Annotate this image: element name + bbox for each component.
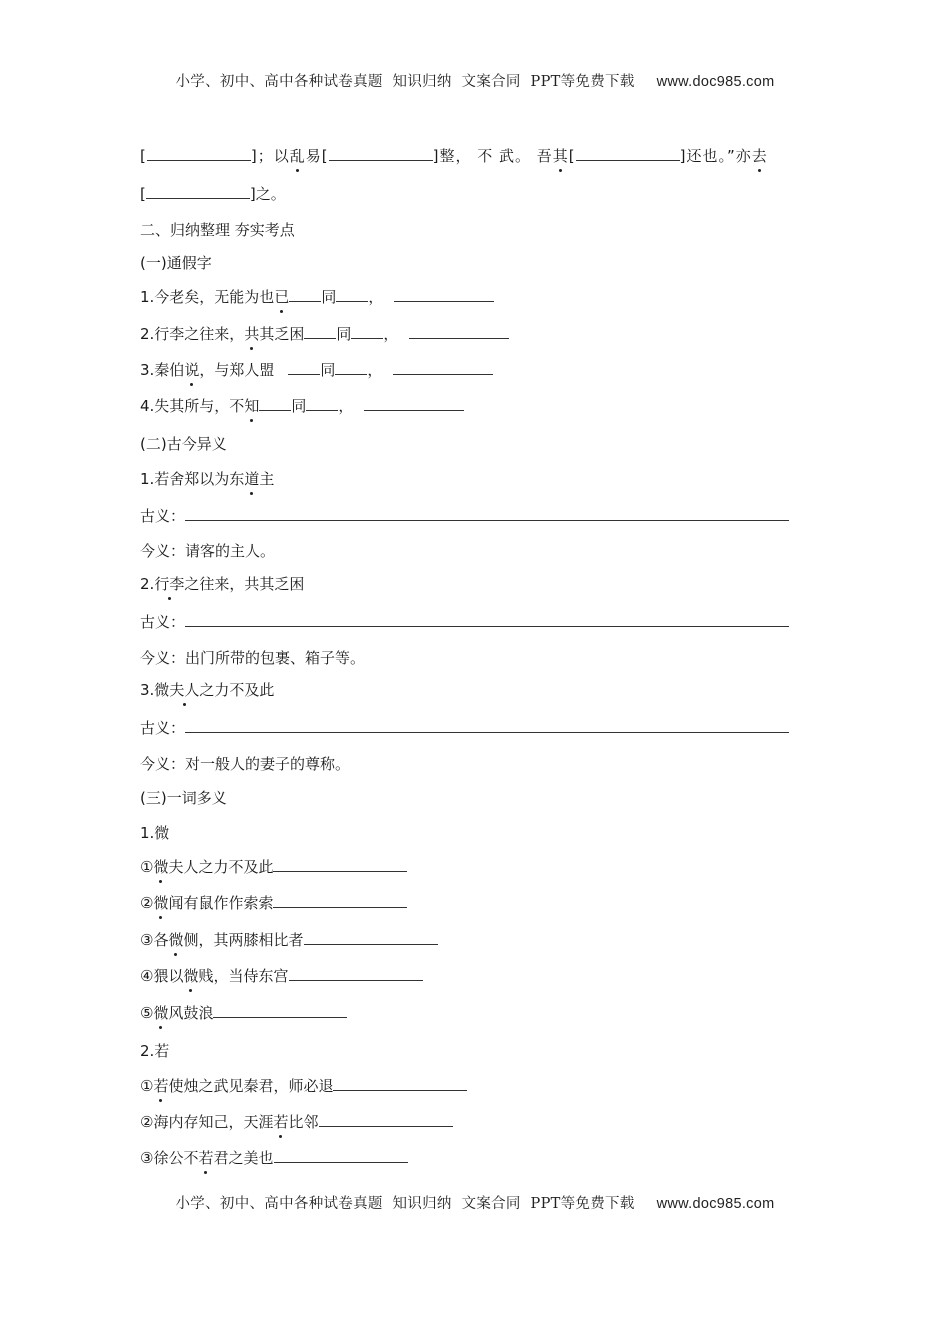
dotted-char: 共: [244, 325, 260, 343]
answer-line[interactable]: [185, 506, 789, 521]
tong-label: 同: [336, 325, 352, 343]
tongjia-item-3: [140, 360, 493, 380]
gujin-jin-3: [140, 754, 350, 774]
gujin-question-3: [140, 680, 274, 700]
fill-blank[interactable]: [351, 324, 383, 339]
gujin-gu-1: [140, 506, 789, 526]
dotted-char: 若: [273, 1113, 289, 1131]
fill-blank[interactable]: [333, 1076, 467, 1091]
bracket: [: [140, 147, 147, 165]
comma: ，: [368, 288, 384, 306]
item-text: 侧，其两膝相比者: [183, 931, 304, 949]
gujin-jin-2: [140, 648, 365, 668]
fill-blank[interactable]: [335, 360, 367, 375]
fill-blank[interactable]: [288, 360, 320, 375]
header-text: 小学、初中、高中各种试卷真题 知识归纳 文案合同 PPT等免费下载: [175, 74, 635, 90]
comma: ，: [367, 361, 383, 379]
dotted-char: 若: [198, 1149, 214, 1167]
dotted-char: 已: [274, 288, 290, 306]
comma: ，: [338, 397, 354, 415]
item-text: 1.今老矣，无能为也: [140, 288, 275, 306]
item-text: 之往来，共其乏困: [184, 575, 305, 593]
item-text: 闻有鼠作作索索: [168, 894, 274, 912]
passage-line-2: [140, 184, 286, 204]
fill-blank[interactable]: [306, 396, 338, 411]
dotted-word: 夫人: [169, 681, 200, 699]
fill-blank[interactable]: [289, 966, 423, 981]
item-text: 风鼓浪: [168, 1004, 214, 1022]
page-footer: [0, 1192, 950, 1213]
item-text: 贱，当侍东宫: [198, 967, 289, 985]
item-text: ，与郑人盟: [199, 361, 275, 379]
item-text: 猥以: [153, 967, 184, 985]
fill-blank[interactable]: [319, 1112, 453, 1127]
page-header: [0, 70, 950, 91]
gujin-gu-3: [140, 718, 789, 738]
fill-blank[interactable]: [289, 287, 321, 302]
bracket: [: [140, 185, 146, 203]
jin-label: 今义：: [140, 755, 186, 773]
fill-blank[interactable]: [304, 930, 438, 945]
item-text: 君之美也: [213, 1149, 274, 1167]
dotted-word: 行李: [154, 575, 185, 593]
dotted-char: 微: [153, 858, 169, 876]
dotted-char: 其: [552, 147, 569, 165]
passage-text: 易[: [305, 147, 329, 165]
circled-number: ③: [140, 931, 154, 949]
answer-line[interactable]: [185, 612, 789, 627]
fill-blank[interactable]: [409, 324, 509, 339]
item-text: 3.微: [140, 681, 170, 699]
section-title: 二、归纳整理 夯实考点: [140, 221, 295, 239]
header-site: www.doc985.com: [656, 74, 775, 90]
circled-number: ⑤: [140, 1004, 154, 1022]
tong-label: 同: [320, 361, 336, 379]
item-text: 3.秦伯: [140, 361, 185, 379]
passage-text: ]之。: [249, 185, 286, 203]
jin-label: 今义：: [140, 649, 186, 667]
circled-number: ③: [140, 1149, 154, 1167]
answer-line[interactable]: [185, 718, 789, 733]
item-text: 2.: [140, 575, 155, 593]
item-text: 其乏困: [259, 325, 305, 343]
circled-number: ②: [140, 894, 154, 912]
item-text: 徐公不: [153, 1149, 199, 1167]
dotted-char: 知: [244, 397, 260, 415]
tongjia-item-4: [140, 396, 464, 416]
polysemy-item: [140, 893, 407, 913]
jin-text: 出门所带的包裹、箱子等。: [185, 649, 366, 667]
fill-blank[interactable]: [273, 857, 407, 872]
circled-number: ④: [140, 967, 154, 985]
dotted-char: 去: [751, 147, 768, 165]
jin-label: 今义：: [140, 542, 186, 560]
polysemy-item: [140, 1076, 467, 1096]
tong-label: 同: [321, 288, 337, 306]
fill-blank[interactable]: [394, 287, 494, 302]
circled-number: ①: [140, 858, 154, 876]
passage-text: ]；以: [250, 147, 290, 165]
item-text: 1.若舍郑以为: [140, 470, 230, 488]
item-text: 之力不及此: [199, 681, 275, 699]
gujin-question-2: [140, 574, 304, 594]
gujin-gu-2: [140, 612, 789, 632]
dotted-char: 微: [168, 931, 184, 949]
polysemy-item: [140, 930, 438, 950]
fill-blank[interactable]: [213, 1003, 347, 1018]
fill-blank[interactable]: [274, 1148, 408, 1163]
dotted-char: 乱: [289, 147, 306, 165]
footer-text: 小学、初中、高中各种试卷真题 知识归纳 文案合同 PPT等免费下载: [175, 1196, 635, 1212]
fill-blank[interactable]: [364, 396, 464, 411]
dotted-char: 若: [153, 1077, 169, 1095]
comma: ，: [383, 325, 399, 343]
gu-label: 古义：: [140, 507, 186, 525]
polysemy-item: [140, 1148, 408, 1168]
polysemy-item: [140, 857, 407, 877]
fill-blank[interactable]: [273, 893, 407, 908]
tong-label: 同: [291, 397, 307, 415]
fill-blank[interactable]: [393, 360, 493, 375]
subsection-title-1: (一)通假字: [140, 254, 212, 272]
passage-text: ]整， 不 武。 吾: [432, 147, 553, 165]
dotted-word: 东道主: [229, 470, 275, 488]
tongjia-item-1: [140, 287, 494, 307]
item-text: 海内存知己，天涯: [153, 1113, 274, 1131]
fill-blank[interactable]: [304, 324, 336, 339]
dotted-char: 说: [184, 361, 200, 379]
jin-text: 对一般人的妻子的尊称。: [185, 755, 351, 773]
item-text: 比邻: [288, 1113, 319, 1131]
fill-blank[interactable]: [259, 396, 291, 411]
item-text: 夫人之力不及此: [168, 858, 274, 876]
subsection-title-2: (二)古今异义: [140, 435, 227, 453]
passage-line-1: [140, 146, 768, 166]
polysemy-item: [140, 966, 423, 986]
circled-number: ①: [140, 1077, 154, 1095]
item-text: 各: [153, 931, 169, 949]
footer-site: www.doc985.com: [656, 1196, 775, 1212]
gu-label: 古义：: [140, 719, 186, 737]
passage-text: ]还也。”亦: [679, 147, 752, 165]
item-text: 使烛之武见秦君，师必退: [168, 1077, 334, 1095]
item-text: 2.行李之往来，: [140, 325, 245, 343]
gujin-question-1: [140, 469, 274, 489]
polysemy-word-2: 2.若: [140, 1042, 170, 1060]
dotted-char: 微: [183, 967, 199, 985]
gu-label: 古义：: [140, 613, 186, 631]
subsection-title-3: (三)一词多义: [140, 789, 227, 807]
circled-number: ②: [140, 1113, 154, 1131]
fill-blank[interactable]: [576, 146, 680, 161]
gujin-jin-1: [140, 541, 275, 561]
dotted-char: 微: [153, 1004, 169, 1022]
polysemy-item: [140, 1003, 347, 1023]
fill-blank[interactable]: [329, 146, 433, 161]
item-text: 4.失其所与，不: [140, 397, 245, 415]
dotted-char: 微: [153, 894, 169, 912]
tongjia-item-2: [140, 324, 509, 344]
jin-text: 请客的主人。: [185, 542, 276, 560]
fill-blank[interactable]: [336, 287, 368, 302]
fill-blank[interactable]: [147, 146, 251, 161]
bracket: [: [568, 147, 576, 165]
polysemy-word-1: 1.微: [140, 824, 170, 842]
polysemy-item: [140, 1112, 453, 1132]
fill-blank[interactable]: [146, 184, 250, 199]
